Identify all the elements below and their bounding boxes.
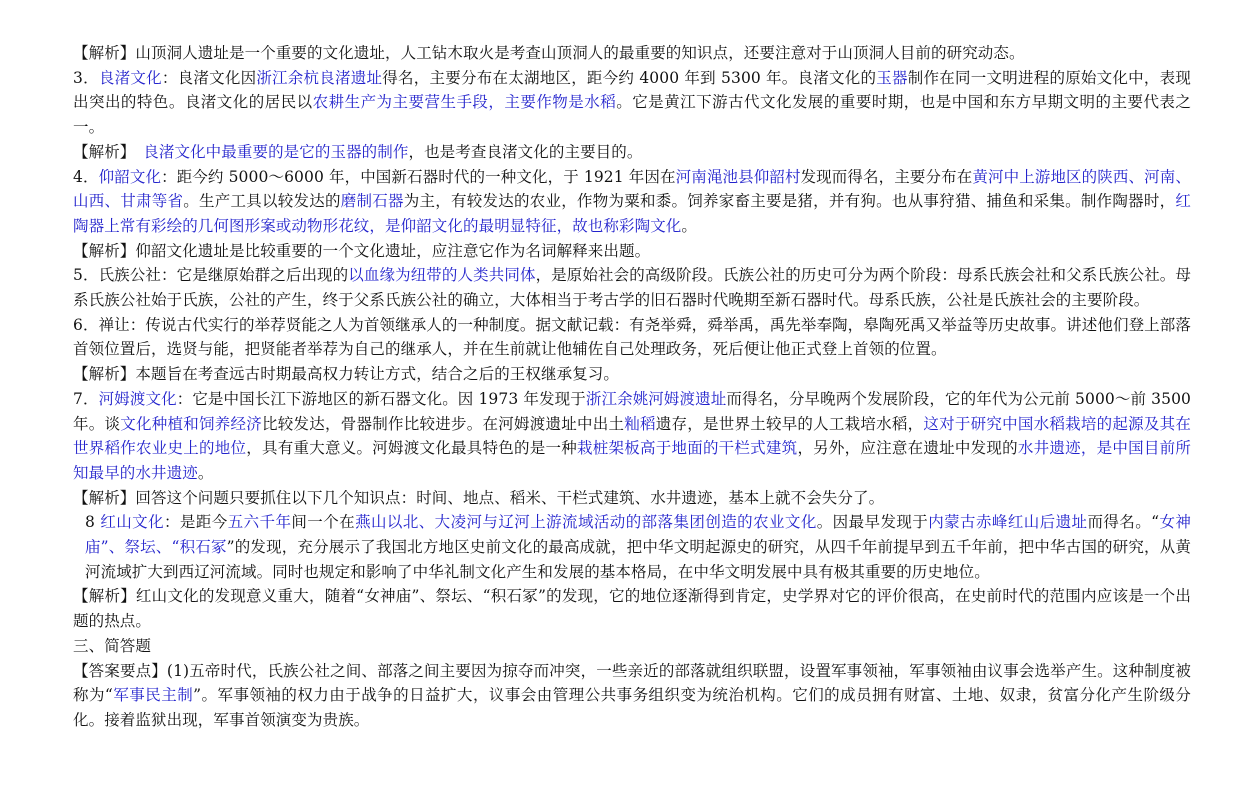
text-segment: 发现而得名，主要分布在 [800,167,973,186]
text-segment: 【答案要点】(1)五帝时代，氏族公社之间、部落之间主要因为掠夺而冲突，一些亲近的部落就组织联盟，设置军事领袖，军事领袖由议事会选举产生。这种制度被称为“ [73,661,1191,705]
text-segment: ，另外，应注意在遗址中发现的 [797,439,1018,458]
text-segment: ：良渚文化因 [161,68,257,87]
highlighted-term: 河南渑池县仰韶村 [675,167,801,186]
text-segment: ：是距今 [164,513,228,532]
highlighted-term: 河姆渡文化 [98,389,177,408]
paragraph-p14 [73,659,1191,733]
text-segment: ”。军事领袖的权力由于战争的日益扩大，议事会由管理公共事务组织变为统治机构。它们的成员拥有财富、土地、奴隶，贫富分化产生阶级分化。接着监狱出现，军事首领演变为贵族。 [73,686,1191,729]
highlighted-term: 良渚文化 [98,68,162,87]
highlighted-term: 农耕生产为主要营生手段，主要作物是水稻 [312,93,617,112]
highlighted-term: 这对于研究中国水稻栽培的起源及其在世界稻作农业史上的地位 [73,414,1191,458]
text-segment: 【解析】山顶洞人遗址是一个重要的文化遗址，人工钻木取火是考查山顶洞人的最重要的知识点，还要注意对于山顶洞人目前的研究动态。 [73,44,1025,62]
highlighted-term: 内蒙古赤峰红山后遗址 [928,513,1088,532]
text-segment: 【解析】回答这个问题只要抓住以下几个知识点：时间、地点、稻米、干栏式建筑、水井遗迹，基本上就不会失分了。 [73,488,885,507]
text-segment: 【解析】仰韶文化遗址是比较重要的一个文化遗址，应注意它作为名词解释来出题。 [73,241,651,260]
highlighted-term: 女神庙”、祭坛、“积石冢 [85,513,1191,557]
paragraph-p4 [73,165,1191,239]
text-segment: 制作在同一文明进程的原始文化中，表现出突出的特色。良渚文化的居民以 [73,68,1191,112]
paragraph-p6 [73,263,1191,312]
paragraph-p8 [73,362,1191,387]
text-segment: 3． [73,68,99,87]
text-segment: 7． [73,389,99,408]
highlighted-term: 军事民主制 [112,686,194,705]
text-segment: 遗存，是世界土较早的人工栽培水稻， [655,414,924,433]
paragraph-p5 [73,239,1191,264]
highlighted-term: 籼稻 [624,414,656,433]
text-segment: 4． [73,167,99,186]
text-segment: ：它是中国长江下游地区的新石器文化。因 1973 年发现于 [176,389,586,408]
text-segment: 间一个在 [291,513,356,532]
paragraph-p12 [73,584,1191,633]
paragraph-p7 [73,313,1191,362]
text-segment: ，也是考查良渚文化的主要目的。 [408,142,643,161]
text-segment: 【解析】本题旨在考查远古时期最高权力转让方式，结合之后的王权继承复习。 [73,365,620,384]
text-segment: 。 [197,463,214,482]
paragraph-p10 [73,486,1191,511]
highlighted-term: 燕山以北、大凌河与辽河上游流域活动的部落集团创造的农业文化 [355,513,817,532]
paragraph-p3 [73,140,1191,165]
text-segment: 。因最早发现于 [816,513,929,532]
highlighted-term: 良渚文化中最重要的是它的玉器的制作 [143,142,409,161]
highlighted-term: 以血缘为纽带的人类共同体 [348,266,536,285]
text-segment: 【解析】红山文化的发现意义重大，随着“女神庙”、祭坛、“积石冢”的发现，它的地位逐渐得到肯定，史学界对它的评价很高，在史前时代的范围内应该是一个出题的热点。 [73,587,1191,631]
text-segment: 5．氏族公社：它是继原始群之后出现的 [73,266,349,285]
text-segment: 比较发达，骨器制作比较进步。在河姆渡遗址中出土 [261,414,625,433]
text-segment: 8 [85,513,101,532]
highlighted-term: 五六千年 [227,513,292,532]
highlighted-term: 浙江余杭良渚遗址 [256,68,383,87]
text-segment: 而得名，分早晚两个发展阶段，它的年代为公元前 5000～前 3500 年。谈 [73,389,1192,433]
text-segment: 【解析】 [73,142,144,161]
text-segment: ”的发现，充分展示了我国北方地区史前文化的最高成就，把中华文明起源史的研究，从四千年前提早到五千年前，把中华古国的研究，从黄河流域扩大到西辽河流域。同时也规定和影响了中华礼制文化产生和发展的基本格局，在中华文明发展中具有极其重要的历史地位。 [85,538,1191,581]
highlighted-term: 仰韶文化 [98,167,162,186]
highlighted-term: 红山文化 [100,513,164,532]
highlighted-term: 磨制石器 [340,192,404,211]
text-segment: 三、简答题 [73,636,152,655]
paragraph-p11 [73,510,1191,584]
text-segment: 6．禅让：传说古代实行的举荐贤能之人为首领继承人的一种制度。据文献记载：有尧举舜，舜举禹，禹先举奉陶，皋陶死禹又举益等历史故事。讲述他们登上部落首领位置后，选贤与能，把贤能者举荐为自己的继承人，并在生前就让他辅佐自己处理政务，死后便让他正式登上首领的位置。 [73,315,1191,359]
text-segment: ：距今约 5000～6000 年，中国新石器时代的一种文化，于 1921 年因在 [161,167,676,186]
paragraph-p1 [73,41,1191,66]
text-segment: ，具有重大意义。河姆渡文化最具特色的是一种 [246,439,577,458]
paragraph-p2 [73,66,1191,140]
paragraph-p13 [73,634,1191,659]
text-segment: 为主，有较发达的农业，作物为粟和黍。饲养家畜主要是猪，并有狗。也从事狩猎、捕鱼和采集。制作陶器时， [403,192,1176,211]
highlighted-term: 水井遗迹，是中国目前所知最早的水井遗迹 [73,439,1192,482]
text-segment: 而得名。“ [1087,513,1160,532]
text-segment: ，是原始社会的高级阶段。氏族公社的历史可分为两个阶段：母系氏族会社和父系氏族公社。母系氏族公社始于氏族，公社的产生，终于父系氏族公社的确立，大体相当于考古学的旧石器时代晚期至新石器时代。母系氏族，公社是氏族社会的主要阶段。 [73,266,1192,310]
text-segment: 。它是黄江下游古代文化发展的重要时期，也是中国和东方早期文明的主要代表之一。 [73,93,1191,137]
text-segment: 。生产工具以较发达的 [183,192,341,211]
text-segment: 得名，主要分布在太湖地区，距今约 4000 年到 5300 年。良渚文化的 [382,68,877,87]
highlighted-term: 文化种植和饲养经济 [120,414,262,433]
highlighted-term: 栽桩架板高于地面的干栏式建筑 [576,439,798,458]
highlighted-term: 玉器 [876,68,908,87]
highlighted-term: 黄河中上游地区的陕西、河南、山西、甘肃等省 [73,167,1191,211]
highlighted-term: 浙江余姚河姆渡遗址 [585,389,727,408]
text-segment: 。 [681,216,698,235]
paragraph-p9 [73,387,1191,486]
highlighted-term: 红陶器上常有彩绘的几何图形案或动物形花纹，是仰韶文化的最明显特征，故也称彩陶文化 [73,192,1191,235]
